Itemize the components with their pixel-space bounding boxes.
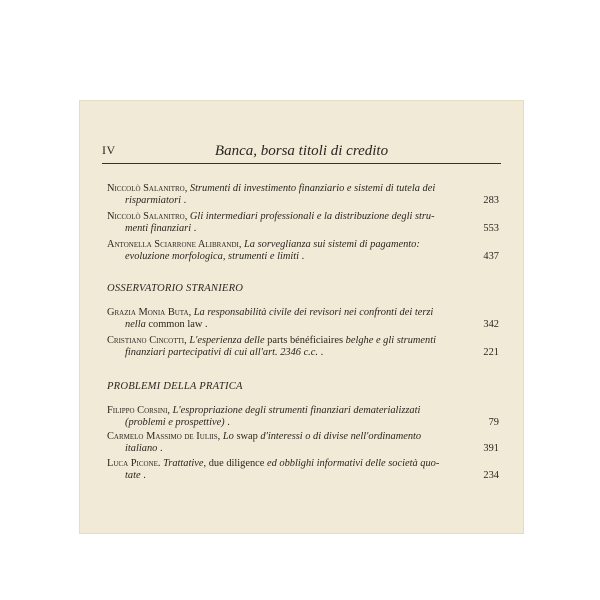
section-heading: PROBLEMI DELLA PRATICA: [107, 381, 243, 392]
entry-author: Grazia Monia Buta: [107, 307, 189, 318]
running-title: Banca, borsa titoli di credito: [214, 143, 389, 159]
entry-title: L'esperienza delle: [189, 335, 265, 346]
entry-page-number: 391: [483, 443, 499, 454]
section-heading: OSSERVATORIO STRANIERO: [107, 283, 244, 294]
toc-entry: Filippo Corsini, L'espropriazione degli strumenti finanziari dematerializzati (problemi e prospettive) . 79: [107, 405, 499, 428]
entry-author: Cristiano Cincotti: [107, 335, 185, 346]
entry-page-number: 221: [483, 347, 499, 358]
toc-entry: Niccolò Salanitro, Strumenti di investimento finanziario e sistemi di tutela dei risparmiatori . 283: [107, 183, 499, 206]
entry-author: Carmelo Massimo de Iuliis: [107, 431, 218, 442]
entry-title: Lo: [222, 431, 234, 442]
entry-title-cont: italiano: [125, 443, 158, 454]
entry-title: L'espropriazione degli strumenti finanziari dematerializzati: [172, 405, 421, 416]
entry-author: Niccolò Salanitro: [107, 211, 185, 222]
toc-entry: Grazia Monia Buta, La responsabilità civile dei revisori nei confronti dei terzi nella common law . 342: [107, 307, 499, 330]
entry-title: Trattative,: [163, 458, 207, 469]
entry-title: La sorveglianza sui sistemi di pagamento:: [244, 239, 420, 250]
entry-page-number: 553: [483, 223, 499, 234]
entry-title-cont: menti finanziari: [125, 223, 192, 234]
toc-entry: Luca Picone. Trattative, due diligence ed obblighi informativi delle società quo- tate . 234: [107, 458, 499, 481]
entry-page-number: 79: [488, 417, 499, 428]
entry-title-roman: due diligence: [208, 458, 265, 469]
entry-page-number: 283: [483, 195, 499, 206]
toc-entry: Antonella Sciarrone Alibrandi, La sorveglianza sui sistemi di pagamento: evoluzione morfologica, strumenti e limiti . 437: [107, 239, 499, 262]
entry-title-roman: common law: [148, 319, 203, 330]
entry-author: Antonella Sciarrone Alibrandi: [107, 239, 239, 250]
toc-entry: Carmelo Massimo de Iuliis, Lo swap d'interessi o di divise nell'ordinamento italiano . 391: [107, 431, 499, 454]
entry-author: Luca Picone: [107, 458, 158, 469]
entry-author: Filippo Corsini: [107, 405, 168, 416]
entry-page-number: 342: [483, 319, 499, 330]
toc-entry: Cristiano Cincotti, L'esperienza delle parts bénéficiaires belghe e gli strumenti finanziari partecipativi di cui all'art. 2346 c.c. . 221: [107, 335, 499, 358]
entry-title-cont: (problemi e prospettive): [125, 417, 225, 428]
book-page: [80, 101, 523, 533]
entry-title-cont: finanziari partecipativi di cui all'art. 2346 c.c.: [125, 347, 318, 358]
toc-entry: Niccolò Salanitro, Gli intermediari professionali e la distribuzione degli stru- menti finanziari . 553: [107, 211, 499, 234]
entry-title: d'interessi o di divise nell'ordinamento: [260, 431, 422, 442]
entry-title: La responsabilità civile dei revisori nei confronti dei terzi: [193, 307, 434, 318]
entry-author: Niccolò Salanitro: [107, 183, 185, 194]
entry-title-cont: risparmiatori: [125, 195, 182, 206]
entry-title-roman: swap: [236, 431, 258, 442]
entry-title-cont: evoluzione morfologica, strumenti e limiti: [125, 251, 300, 262]
page-header: [102, 143, 501, 164]
entry-title-roman: parts bénéficiaires: [267, 335, 344, 346]
entry-page-number: 234: [483, 470, 499, 481]
entry-title: belghe e gli strumenti: [345, 335, 436, 346]
entry-title: Gli intermediari professionali e la distribuzione degli stru-: [189, 211, 435, 222]
entry-title: ed obblighi informativi delle società quo-: [267, 458, 440, 469]
entry-title-cont: tate: [125, 470, 141, 481]
entry-title: Strumenti di investimento finanziario e sistemi di tutela dei: [189, 183, 436, 194]
entry-page-number: 437: [483, 251, 499, 262]
entry-title-cont: nella: [125, 319, 146, 330]
page-folio: IV: [102, 143, 116, 157]
